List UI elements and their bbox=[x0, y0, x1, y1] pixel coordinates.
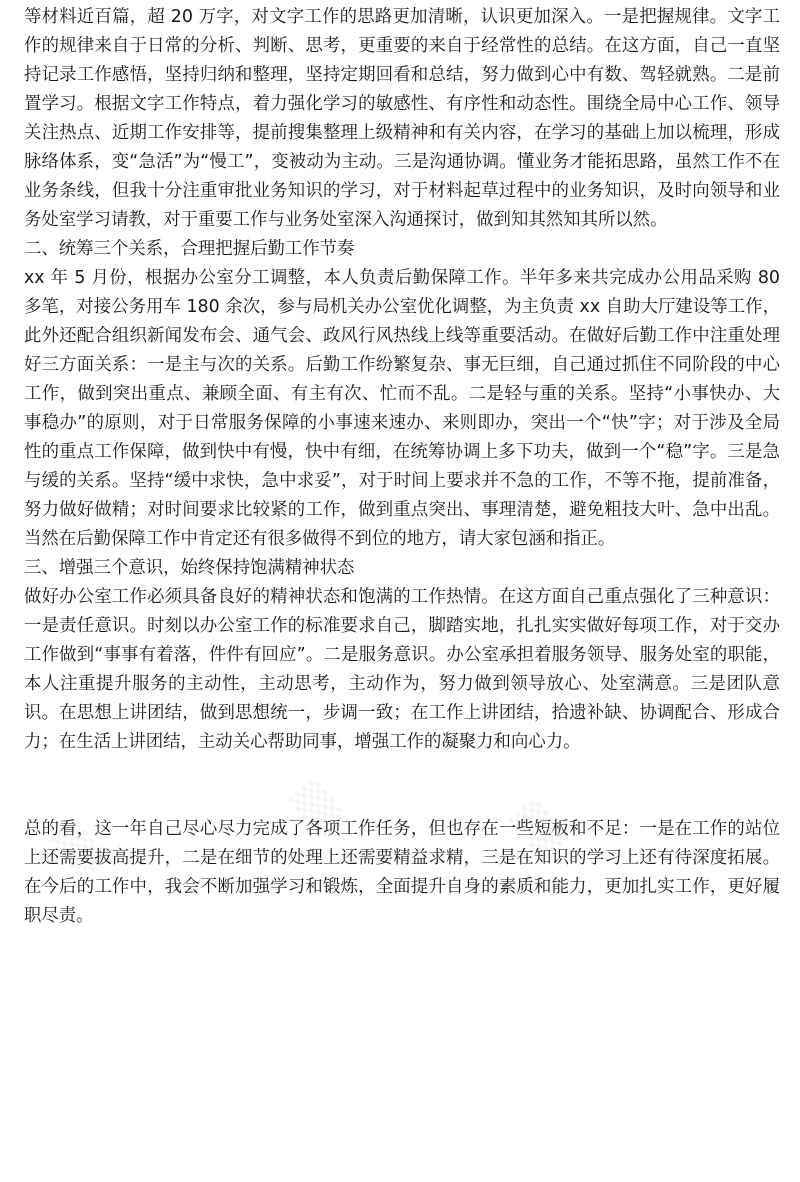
document-body bbox=[24, 3, 780, 931]
section-heading: 二、统筹三个关系，合理把握后勤工作节奏 bbox=[24, 239, 355, 259]
watermark-mark: ▒ bbox=[47, 813, 114, 881]
watermark-mark: ▒ bbox=[287, 773, 354, 841]
blank-gap bbox=[24, 757, 780, 815]
paragraph-body: 做好办公室工作必须具备良好的精神状态和饱满的工作热情。在这方面自己重点强化了三种意识：一是责任意识。时刻以办公室工作的标准要求自己，脚踏实地，扎扎实实做好每项工作，对于交办工作做到“事事有着落，件件有回应”。二是服务意识。办公室承担着服务领导、服务处室的职能，本人注重提升服务的主动性，主动思考，主动作为，努力做到领导放心、处室满意。三是团队意识。在思想上讲团结，做到思想统一，步调一致；在工作上讲团结，拾遗补缺、协调配合、形成合力；在生活上讲团结，主动关心帮助同事，增强工作的凝聚力和向心力。 bbox=[24, 587, 780, 752]
watermark-mark: ▒ bbox=[507, 793, 574, 861]
paragraph-conclusion: 总的看，这一年自己尽心尽力完成了各项工作任务，但也存在一些短板和不足：一是在工作的站位上还需要拔高提升，二是在细节的处理上还需要精益求精，三是在知识的学习上还有待深度拓展。在今后的工作中，我会不断加强学习和锻炼，全面提升自身的素质和能力，更加扎实工作，更好履职尽责。 bbox=[24, 819, 780, 926]
paragraph-body: xx 年 5 月份，根据办公室分工调整，本人负责后勤保障工作。半年多来共完成办公用品采购 80 多笔，对接公务用车 180 余次，参与局机关办公室优化调整，为主负责 xx 自助大厅建设等工作，此外还配合组织新闻发布会、通气会、政风行风热线上线等重要活动。在做好后勤工作中注重处理好三方面关系：一是主与次的关系。后勤工作纷繁复杂、事无巨细，自己通过抓住不同阶段的中心工作，做到突出重点、兼顾全面、有主有次、忙而不乱。二是轻与重的关系。坚持“小事快办、大事稳办”的原则，对于日常服务保障的小事速来速办、来则即办，突出一个“快”字；对于涉及全局性的重点工作保障，做到快中有慢，快中有细，在统筹协调上多下功夫，做到一个“稳”字。三是急与缓的关系。坚持“缓中求快，急中求妥”，对于时间上要求并不急的工作，不等不拖，提前准备，努力做好做精；对时间要求比较紧的工作，做到重点突出、事理清楚，避免粗技大叶、急中出乱。当然在后勤保障工作中肯定还有很多做得不到位的地方，请大家包涵和指正。 bbox=[24, 268, 780, 549]
paragraph-body: 等材料近百篇，超 20 万字，对文字工作的思路更加清晰，认识更加深入。一是把握规律。文字工作的规律来自于日常的分析、判断、思考，更重要的来自于经常性的总结。在这方面，自己一直坚持记录工作感悟，坚持归纳和整理，坚持定期回看和总结，努力做到心中有数、驾轻就熟。二是前置学习。根据文字工作特点，着力强化学习的敏感性、有序性和动态性。围绕全局中心工作、领导关注热点、近期工作安排等，提前搜集整理上级精神和有关内容，在学习的基础上加以梳理，形成脉络体系，变“急活”为“慢工”，变被动为主动。三是沟通协调。懂业务才能拓思路，虽然工作不在业务条线，但我十分注重审批业务知识的学习，对于材料起草过程中的业务知识，及时向领导和业务处室学习请教，对于重要工作与业务处室深入沟通探讨，做到知其然知其所以然。 bbox=[24, 7, 780, 230]
section-heading: 三、增强三个意识，始终保持饱满精神状态 bbox=[24, 558, 355, 578]
